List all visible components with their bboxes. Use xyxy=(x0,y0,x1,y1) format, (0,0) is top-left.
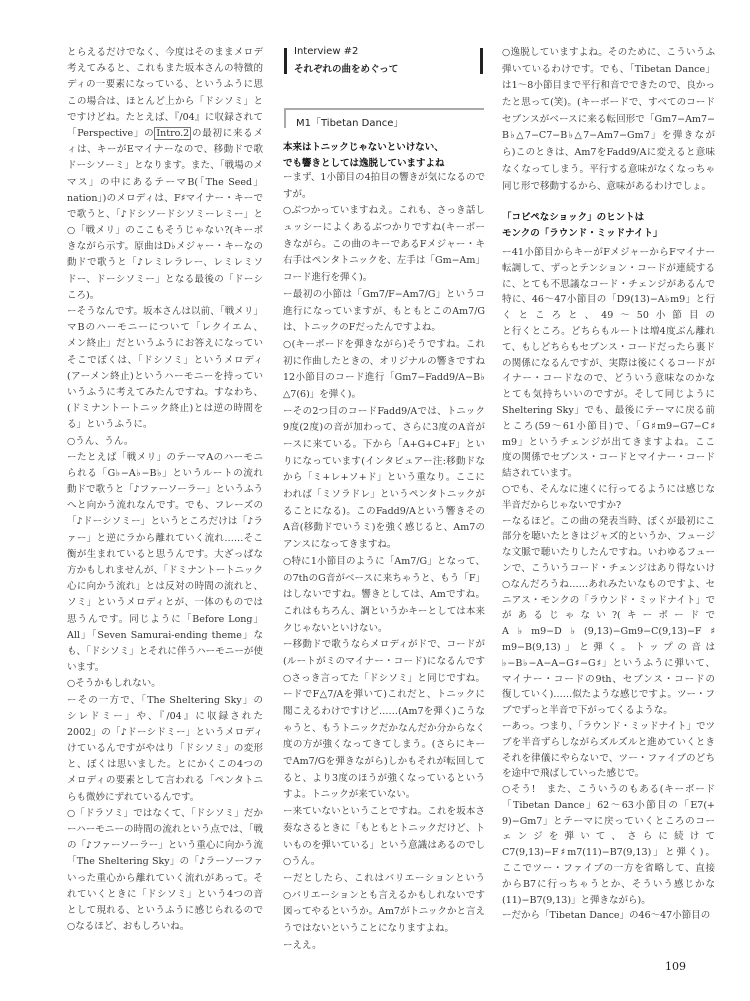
text-line: ○(キーボードを弾きながら)そうですね。これ xyxy=(283,338,485,350)
text-line: なくなってしまう。平行する意味がなくなっちゃ xyxy=(502,163,715,175)
paragraph xyxy=(283,888,485,938)
text-line: います。 xyxy=(67,662,105,674)
text-line: セブンスがベースに来る転回形で「Gm7−Am7− xyxy=(502,113,715,125)
text-line: 特に、46〜47小節目の「D9(13)−A♭m9」と行 xyxy=(502,294,715,306)
text-line: ァー」と逆にラから離れていく流れ……そこ xyxy=(67,532,263,544)
text-line: ところ(59〜61小節目)で、「G♯m9−G7−C♯ xyxy=(502,420,715,432)
text-line: の関係になるんですが、実際は後にくるコードが xyxy=(502,357,715,369)
text-line: ころ)。 xyxy=(67,289,100,301)
subheading-col2 xyxy=(283,140,445,172)
text-line: ーその一方で、「The Sheltering Sky」の xyxy=(67,694,263,706)
text-line: ○逸脱していますよね。そのために、こういうふ xyxy=(502,47,715,58)
text-line: B♭△7−C7−B♭△7−Am7−Gm7」を弾きなが xyxy=(502,130,715,142)
text-line: ュッシーによくあるぶつかりですね(キーボー xyxy=(283,222,485,234)
paragraph xyxy=(283,337,485,404)
paragraph xyxy=(67,45,263,223)
header-bar-left xyxy=(284,48,287,74)
text-line: は、トニックのFだったんですよね。 xyxy=(283,322,441,334)
paragraph xyxy=(502,908,715,924)
text-line: ーだとしたら、これはバリエーションという xyxy=(283,872,485,884)
text-line: いった重心から離れていく流れがあって。そ xyxy=(67,872,263,884)
text-line: ィは、キーがEマイナーなので、移動ドで歌 xyxy=(67,144,263,156)
text-line: ○「戦メリ」のここもそうじゃない?(キーボ xyxy=(67,225,263,237)
section-title-box xyxy=(284,108,484,132)
subheading-line: でも響きとしては逸脱していますよね xyxy=(283,158,445,169)
text-line: (ドミナントートニック終止)とは逆の時間を xyxy=(67,403,263,415)
text-line: ○なんだろうね……あれみたいなものですよ、セ xyxy=(502,578,715,590)
text-line: 結されています。 xyxy=(502,468,578,480)
text-line: 思うんです。同じように「Before Long」 xyxy=(67,613,263,625)
text-line: は1〜8小節目まで平行和音でできたので、良かっ xyxy=(502,80,715,92)
text-line: 動ドで歌うと「♪レミレラレー、レミレミソ xyxy=(67,257,263,269)
text-line: れていくときに「ドシソミ」という4つの音 xyxy=(67,888,263,900)
text-line: ェンジを弾いて、さらに続けて xyxy=(502,831,715,843)
subheading-line: モンクの「ラウンド・ミッドナイト」 xyxy=(502,228,663,239)
text-line: ○なるほど、おもしろいね。 xyxy=(67,921,190,933)
text-line: ーたとえば「戦メリ」のテーマAのハーモニ xyxy=(67,451,263,463)
text-line: 方かもしれませんが、「ドミナントートニック xyxy=(67,565,263,576)
text-line: すよ。トニックが来ていない。 xyxy=(283,789,416,801)
text-line: Sheltering Sky」でも、最後にテーマに戻る前 xyxy=(502,404,715,416)
text-line: 転調して、ずっとテンション・コードが連続する xyxy=(502,262,715,274)
text-line: ーその2つ目のコードFadd9/Aでは、トニック xyxy=(283,405,485,417)
text-line: 半音だからじゃないですか? xyxy=(502,499,622,511)
text-line: ドー、ドーシソミー」となる最後の「ドーシ xyxy=(67,273,263,285)
text-line: メロディの要素として言われる「ペンタトニ xyxy=(67,775,263,787)
text-line: ードでF△7/Aを弾いて)これだと、トニックに xyxy=(283,689,485,701)
text-line: メン終止」だというふうにお答えになってい xyxy=(67,338,263,350)
text-line: ーまず、1小節目の4拍目の響きが気になるので xyxy=(283,172,485,183)
text-line: この場合は、ほとんど上から「ドシソミ」と xyxy=(67,95,263,107)
text-line: (ルートがミのマイナー・コード)になるんです xyxy=(283,655,485,667)
text-line: ーあっ。つまり、「ラウンド・ミッドナイト」でツ xyxy=(502,720,715,732)
text-line: 「Perspective」の Intro.2 の最初に来るメ xyxy=(67,127,263,139)
subheading-line: 「コビペなショック」のヒントは xyxy=(502,212,645,223)
text-line: る」というふうに。 xyxy=(67,419,153,431)
text-line: うではないということになりますよね。 xyxy=(283,922,455,934)
text-line: ○うん。 xyxy=(283,856,321,868)
text-line: へと向かう流れなんです。でも、フレーズの xyxy=(67,500,263,512)
text-line: ー最初の小節は「Gm7/F−Am7/G」というコ xyxy=(283,288,485,300)
paragraph xyxy=(67,806,263,822)
text-line: とても気持ちいいのですが。そして同じように xyxy=(502,389,715,401)
section-title: M1「Tibetan Dance」 xyxy=(296,118,404,129)
text-line: イナー・コードなので、どういう意味なのかな xyxy=(502,373,715,385)
text-line: これはもちろん、調というかキーとしては本来 xyxy=(283,605,485,617)
text-line: きながら示す。原曲はD♭メジャー・キーなの xyxy=(67,241,263,253)
text-line: ることになる)。このFadd9/Aという響きその xyxy=(283,505,485,517)
text-line: ○バリエーションとも言えるかもしれないです xyxy=(283,889,485,901)
text-line: 復していく)……似たような感じですよ。ツー・フ xyxy=(502,689,715,701)
text-line: nation」)のメロディは、F♯マイナー・キーで xyxy=(67,192,263,204)
text-line: ドーシソーミ」となります。また、「戦場のメ xyxy=(67,160,263,172)
text-line: 同じ形で移動するから、意味があるわけでしょ。 xyxy=(502,180,712,192)
text-line: でAm7/Gを弾きながら)しかもそれが転回して xyxy=(283,756,485,768)
text-line: ー41小節目からキーがFメジャーからFマイナー xyxy=(502,247,715,258)
text-line: たと思って(笑)。(キーボードで、すべてのコード xyxy=(502,97,715,109)
text-line: けているんですがやはり「ドシソミ」の変形 xyxy=(67,743,263,755)
text-line: ですけどね。たとえば、『/04』に収録されて xyxy=(67,111,263,123)
boxed-term: Intro.2 xyxy=(156,127,190,139)
text-line: コード進行を弾く)。 xyxy=(283,272,373,284)
text-line: 「The Sheltering Sky」の「♪ラーソーファ xyxy=(67,856,263,868)
text-line: 衡が生まれていると思うんです。大ざっぱな xyxy=(67,548,263,560)
text-line: 「Tibetan Dance」62〜63小節目の「E7(+ xyxy=(502,799,715,811)
text-line: △7(6)」を弾く)。 xyxy=(283,388,362,400)
paragraph xyxy=(283,404,485,554)
paragraph xyxy=(502,482,715,514)
column-3-top xyxy=(502,45,715,195)
text-line: られる「G♭−A♭−B♭」というルートの流れ xyxy=(67,467,263,479)
text-line: すが。 xyxy=(283,188,312,200)
text-line: ○「ドラソミ」ではなくて、「ドシソミ」だか xyxy=(67,807,263,819)
paragraph xyxy=(502,45,715,195)
text-line: ○うん、うん。 xyxy=(67,435,134,447)
paragraph xyxy=(502,577,715,719)
text-line: ブでずっと半音で下がってくるような。 xyxy=(502,705,673,717)
paragraph xyxy=(283,170,485,203)
text-line: ー移動ドで歌うならメロディがドで、コードが xyxy=(283,639,485,651)
text-line: 「♪ドーシソミー」というところだけは「♪ラ xyxy=(67,516,263,528)
paragraph xyxy=(283,804,485,854)
text-line: と行くところ。どちらもルートは増4度ぶん離れ xyxy=(502,325,715,337)
paragraph xyxy=(67,304,263,434)
text-line: All」「Seven Samurai-ending theme」な xyxy=(67,629,263,641)
paragraph xyxy=(502,514,715,577)
text-line: C7(9,13)−F♯m7(11)−B7(9,13)」と弾く)。 xyxy=(502,847,715,859)
paragraph xyxy=(283,637,485,670)
text-line: ーそうなんです。坂本さんは以前、「戦メリ」 xyxy=(67,306,263,317)
text-line: アンスになってきますね。 xyxy=(283,539,397,551)
text-line: 奏なさるときに「もともとトニックだけど、ト xyxy=(283,822,485,834)
text-line: て、もしどちらもセブンス・コードだったら裏ド xyxy=(502,341,715,353)
text-line: いうふうに考えてみたんですね。すなわち、 xyxy=(67,386,263,398)
text-line: の「♪ファーソーラー」という重心に向かう流 xyxy=(67,840,263,852)
text-line: とらえるだけでなく、今度はそのままメロデ xyxy=(67,47,263,58)
text-line: いものを弾いている」という意識はあるのでし xyxy=(283,839,485,851)
text-line: 聞こえるわけですけど……(Am7を弾く)こうな xyxy=(283,706,485,717)
text-line: 図ってやるというか。Am7がトニックかと言え xyxy=(283,906,485,918)
text-line: はしないですね。響きとしては、Amですね。 xyxy=(283,589,485,601)
text-line: の7thのG音がベースに来ちゃうと、もう「F」 xyxy=(283,572,485,584)
section-title-bar xyxy=(284,110,286,128)
text-line: も、「ドシソミ」とそれに伴うハーモニーが使 xyxy=(67,645,263,657)
text-line: りになっています(インタビュアー注:移動ドな xyxy=(283,455,485,467)
text-line: ○でも、そんなに速くに行ってるようには感じな xyxy=(502,483,715,495)
text-line: ブを半音ずらしながらズルズルと進めていくとき xyxy=(502,736,715,748)
subheading-col3 xyxy=(502,210,662,242)
text-line: マBのハーモニーについて「レクイエム、 xyxy=(67,322,263,334)
text-line: ○ぶつかっていますねえ。これも、さっき話し xyxy=(283,205,485,217)
text-line: ゃうと、もうトニックだかなんだか分からなく xyxy=(283,722,485,734)
text-line: 部分を聴いたときはジャズ的というか、フュージ xyxy=(502,531,715,543)
text-line: から「ミ+レ+ソ+ド」という重なり。ここに xyxy=(283,472,485,484)
page-number: 109 xyxy=(665,960,686,973)
paragraph xyxy=(67,919,263,935)
text-line: と、ぼくは思いました。とにかくこの4つの xyxy=(67,759,263,771)
text-line: A音(移動ドでいうミ)を強く感じると、Am7の xyxy=(283,522,485,534)
column-2 xyxy=(283,170,485,954)
text-line: 右手はペンタトニックを、左手は「Gm−Am」 xyxy=(283,255,485,267)
text-line: マス」の中にあるテーマB(「The Seed」 xyxy=(67,176,263,188)
text-line: ニアス・モンクの「ラウンド・ミッドナイト」で xyxy=(502,594,715,606)
text-line: m9−B(9,13)」と弾く。トップの音は xyxy=(502,641,715,653)
text-line: からB7に行っちゃうとか、そういう感じかな xyxy=(502,878,715,890)
paragraph xyxy=(283,938,485,955)
text-line: ♭−B♭−A−A−G♯−G♯」というふうに弾いて、 xyxy=(502,657,715,669)
text-line: (アーメン終止)というハーモニーを持ってい xyxy=(67,370,263,382)
text-line: ○さっき言ってた「ドシソミ」と同じですね。 xyxy=(283,672,485,684)
paragraph xyxy=(67,223,263,304)
text-line: 進行になっていますが、もともとこのAm7/G xyxy=(283,305,485,317)
text-line: ここでツー・ファイブの一方を省略して、直接 xyxy=(502,863,715,875)
text-line: 9)−Gm7」とテーマに戻っていくところのコー xyxy=(502,815,715,827)
text-line: 動ドで歌うと「♪ファーソーラー」というふう xyxy=(67,484,263,496)
column-3-bottom xyxy=(502,245,715,924)
text-line: そこでぼくは、「ドシソミ」というメロディ xyxy=(67,354,263,366)
text-line: 弾いているわけです。でも、「Tibetan Dance」 xyxy=(502,63,715,75)
text-line: きながら。この曲のキーであるFメジャー・キ xyxy=(283,238,485,250)
text-line: A♭m9−D♭(9,13)−Gm9−C(9,13)−F♯ xyxy=(502,626,715,638)
text-line: ら)このときは、Am7をFadd9/Aに変えると意味 xyxy=(502,147,715,159)
text-line: m9」というチェンジが出てきますよね。ここ xyxy=(502,436,715,448)
interview-header xyxy=(284,45,484,75)
text-line: に、とても不思議なコード・チェンジがあるんで xyxy=(502,278,715,290)
text-line: それを律儀にやらないで、ツー・ファイブのどち xyxy=(502,752,715,764)
paragraph xyxy=(283,854,485,871)
paragraph xyxy=(67,693,263,806)
text-line: 度の方が強くなってきてしまう。(さらにキー xyxy=(283,739,485,751)
text-line: ンで、こういうコード・チェンジはあり得ないけ xyxy=(502,562,715,574)
text-line: 12小節目のコード進行「Gm7−Fadd9/A−B♭ xyxy=(283,372,485,384)
text-line: 度の関係でセブンス・コードとマイナー・コード xyxy=(502,452,715,464)
paragraph xyxy=(283,203,485,286)
paragraph xyxy=(283,287,485,337)
text-line: 初に作曲したときの、オリジナルの響きですね xyxy=(283,355,485,367)
text-line: を途中で飛ばしていった感じで。 xyxy=(502,768,645,780)
text-line: 考えてみると、これもまた坂本さんの特徴的 xyxy=(67,63,263,75)
text-line: ーなるほど。この曲の発表当時、ぼくが最初にこ xyxy=(502,515,715,527)
text-line: ーハーモニーの時間の流れという点では、「戦 xyxy=(67,824,263,835)
paragraph xyxy=(502,782,715,908)
text-line: として現れる、というふうに感じられるので xyxy=(67,904,263,916)
text-line: な文脈で聴いたりしたんですね。いわゆるフュー xyxy=(502,547,715,559)
text-line: われば「ミソラドレ」というペンタトニックが xyxy=(283,489,485,501)
paragraph xyxy=(67,676,263,692)
interview-label: Interview #2 xyxy=(294,46,359,57)
text-line: らも微妙にずれているんです。 xyxy=(67,791,200,803)
header-bar-right xyxy=(480,48,483,74)
text-line: 心に向かう流れ」とは反対の時間の流れと、 xyxy=(67,581,263,593)
interview-title: それぞれの曲をめぐって xyxy=(294,64,399,75)
text-line: ーだから「Tibetan Dance」の46〜47小節目の xyxy=(502,910,711,922)
text-line: クじゃないといけない。 xyxy=(283,622,388,634)
text-line: ー来ていないということですね。これを坂本さ xyxy=(283,806,485,818)
text-line: (11)−B7(9,13)」と弾きながら)。 xyxy=(502,894,651,906)
paragraph xyxy=(67,434,263,450)
text-line: ○そう! また、こういうのもある(キーボード xyxy=(502,784,715,796)
text-line: があるじゃない?(キーボードで xyxy=(502,610,715,622)
text-line: 9度(2度)の音が加わって、さらに3度のA音が xyxy=(283,422,485,434)
text-line: ○特に1小節目のように「Am7/G」となって、 xyxy=(283,555,485,567)
paragraph xyxy=(283,554,485,637)
text-line: ースに来ている。下から「A+G+C+F」とい xyxy=(283,439,485,450)
text-line: 2002」の「♪ドーシドミー」というメロディ xyxy=(67,726,263,738)
paragraph xyxy=(283,671,485,805)
text-line: シレドミー」や、『/04』に収録された xyxy=(67,710,263,722)
text-line: で歌うと、「♪ドシソードシソミーレミー」と xyxy=(67,208,263,220)
text-line: マイナー・コードの9th、セブンス・コードの xyxy=(502,673,715,685)
subheading-line: 本来はトニックじゃないといけない、 xyxy=(283,142,444,153)
paragraph xyxy=(67,822,263,919)
paragraph xyxy=(502,719,715,782)
text-line: くところと、49〜50小節目の xyxy=(502,310,715,322)
text-line: ーええ。 xyxy=(283,939,322,951)
paragraph xyxy=(67,450,263,677)
column-1 xyxy=(67,45,263,935)
text-line: ○そうかもしれない。 xyxy=(67,678,161,690)
paragraph xyxy=(502,245,715,482)
text-line: ると、より3度のほうが強くなっているという xyxy=(283,772,485,784)
paragraph xyxy=(283,871,485,888)
text-line: ソミ」というメロディとが、一体のものでは xyxy=(67,597,263,609)
text-line: ディの一要素になっている、というふうに思 xyxy=(67,79,263,91)
